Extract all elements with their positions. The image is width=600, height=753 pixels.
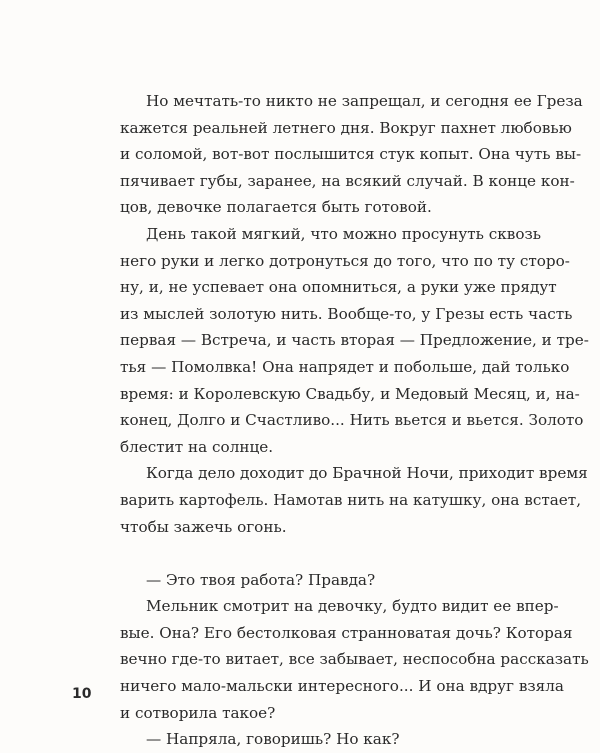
text-line: пячивает губы, заранее, на всякий случай. В конце кон- <box>120 171 575 190</box>
text-line: Мельник смотрит на девочку, будто видит ее впер- <box>146 597 559 616</box>
text-line: него руки и легко дотронуться до того, что по ту сторо- <box>120 251 570 270</box>
body-text <box>120 88 589 753</box>
text-line: ну, и, не успевает она опомниться, а руки уже прядут <box>120 278 557 297</box>
paragraph <box>120 460 588 540</box>
text-line: тья — Помолвка! Она напрядет и побольше, дай только <box>120 357 570 376</box>
text-line: и соломой, вот-вот послышится стук копыт. Она чуть вы- <box>120 145 582 164</box>
text-line: вые. Она? Его бестолковая странноватая дочь? Которая <box>120 623 573 642</box>
text-line: — Напряла, говоришь? Но как? <box>146 730 400 749</box>
text-line: из мыслей золотую нить. Вообще-то, у Грезы есть часть <box>120 304 573 323</box>
text-line: и сотворила такое? <box>120 703 276 722</box>
text-line: первая — Встреча, и часть вторая — Предложение, и тре- <box>120 331 589 350</box>
text-line: — Это твоя работа? Правда? <box>146 570 376 589</box>
text-line: ничего мало-мальски интересного... И она вдруг взяла <box>120 677 564 696</box>
text-line: конец, Долго и Счастливо... Нить вьется и вьется. Золото <box>120 411 584 430</box>
paragraph <box>120 567 492 594</box>
paragraph <box>120 593 589 726</box>
text-line: Когда дело доходит до Брачной Ночи, приходит время <box>146 464 588 483</box>
section-break <box>120 540 492 567</box>
paragraph <box>120 726 492 753</box>
text-line: варить картофель. Намотав нить на катушку, она встает, <box>120 490 582 509</box>
text-line: День такой мягкий, что можно просунуть сквозь <box>146 224 542 243</box>
text-line: блестит на солнце. <box>120 437 274 456</box>
text-line: цов, девочке полагается быть готовой. <box>120 198 432 217</box>
paragraph <box>120 88 583 221</box>
paragraph <box>120 221 589 460</box>
text-line: Но мечтать-то никто не запрещал, и сегодня ее Греза <box>146 92 583 110</box>
text-line: кажется реальней летнего дня. Вокруг пахнет любовью <box>120 118 572 137</box>
text-line: чтобы зажечь огонь. <box>120 517 287 536</box>
text-line: время: и Королевскую Свадьбу, и Медовый Месяц, и, на- <box>120 384 580 403</box>
page-number: 10 <box>72 686 92 702</box>
text-line: вечно где-то витает, все забывает, неспособна рассказать <box>120 650 589 669</box>
